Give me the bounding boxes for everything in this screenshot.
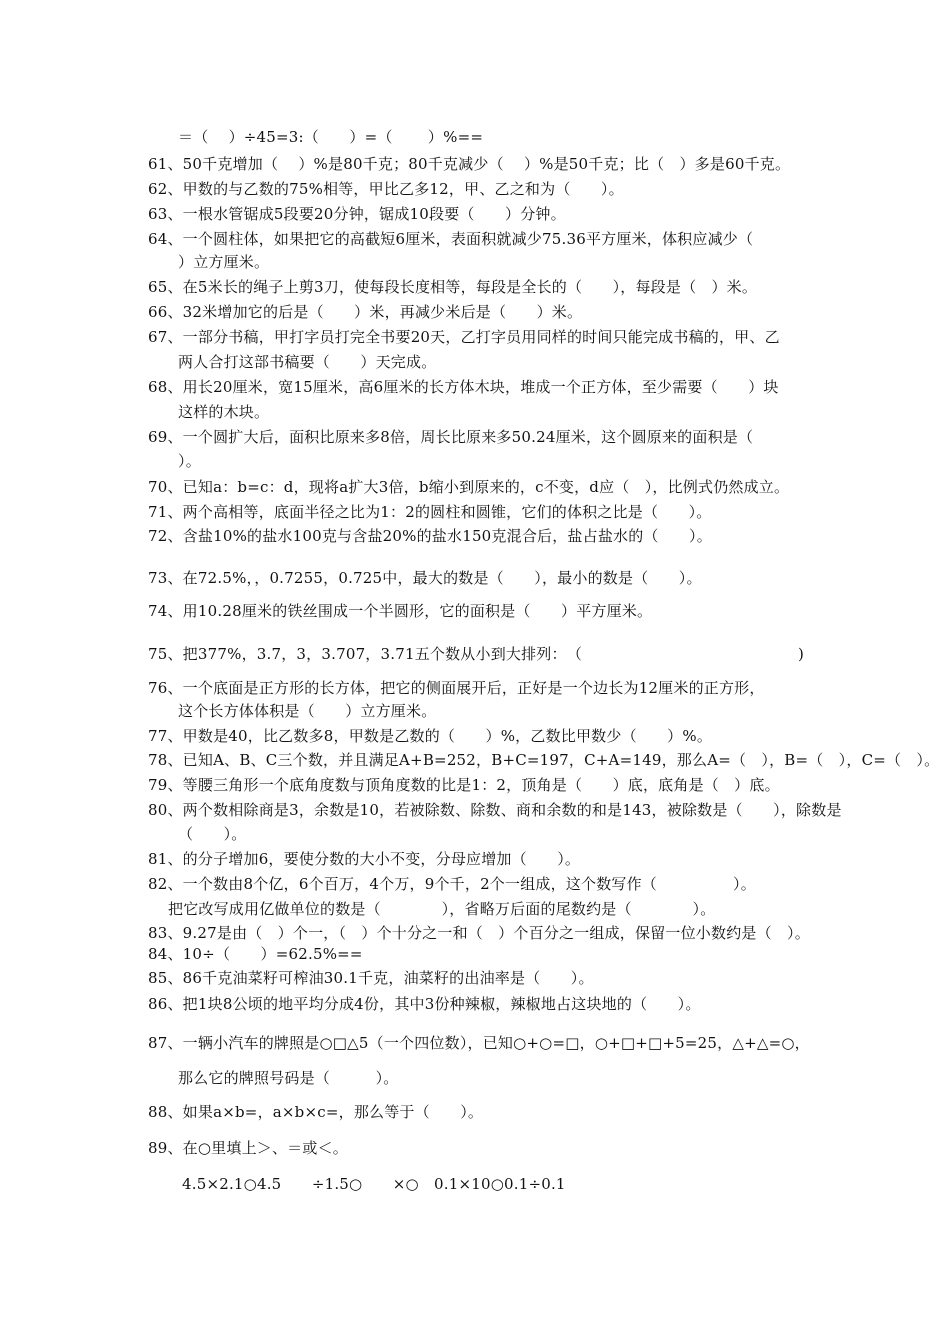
question-72: 72、含盐10%的盐水100克与含盐20%的盐水150克混合后，盐占盐水的（ ）。 bbox=[148, 527, 712, 545]
question-80-cont: （ ）。 bbox=[178, 825, 247, 843]
question-74: 74、用10.28厘米的铁丝围成一个半圆形，它的面积是（ ）平方厘米。 bbox=[148, 602, 653, 620]
question-68-cont: 这样的木块。 bbox=[178, 403, 270, 421]
question-64-cont: ）立方厘米。 bbox=[178, 253, 270, 271]
question-82: 82、一个数由8个亿，6个百万，4个万，9个千，2个一组成，这个数写作（ ）。 bbox=[148, 875, 756, 893]
question-83: 83、9.27是由（ ）个一，（ ）个十分之一和（ ）个百分之一组成，保留一位小数约是（ ）。 bbox=[148, 924, 810, 942]
question-86: 86、把1块8公顷的地平均分成4份，其中3份种辣椒，辣椒地占这块地的（ ）。 bbox=[148, 995, 701, 1013]
question-68: 68、用长20厘米，宽15厘米，高6厘米的长方体木块，堆成一个正方体，至少需要（ ）块 bbox=[148, 378, 779, 396]
question-69-cont: ）。 bbox=[178, 452, 201, 470]
question-87: 87、一辆小汽车的牌照是○□△5（一个四位数），已知○+○=□，○+□+□+5=25，△+△=○， bbox=[148, 1034, 810, 1052]
question-71: 71、两个高相等，底面半径之比为1：2的圆柱和圆锥，它们的体积之比是（ ）。 bbox=[148, 503, 712, 521]
question-69: 69、一个圆扩大后，面积比原来多8倍，周长比原来多50.24厘米，这个圆原来的面积是（ bbox=[148, 428, 754, 446]
question-87-cont: 那么它的牌照号码是（ ）。 bbox=[178, 1069, 399, 1087]
question-70: 70、已知a：b=c：d，现将a扩大3倍，b缩小到原来的，c不变，d应（ ），比例式仍然成立。 bbox=[148, 478, 790, 496]
question-66: 66、32米增加它的后是（ ）米，再减少米后是（ ）米。 bbox=[148, 303, 583, 321]
question-84: 84、10÷（ ）=62.5%== bbox=[148, 945, 363, 963]
question-67: 67、一部分书稿，甲打字员打完全书要20天，乙打字员用同样的时间只能完成书稿的，甲、乙 bbox=[148, 328, 780, 346]
question-89: 89、在○里填上＞、＝或＜。 bbox=[148, 1139, 348, 1157]
question-75: 75、把377%，3.7，3，3.707，3.71五个数从小到大排列： （ bbox=[148, 645, 583, 663]
question-76: 76、一个底面是正方形的长方体，把它的侧面展开后，正好是一个边长为12厘米的正方形， bbox=[148, 679, 765, 697]
question-61: 61、50千克增加（ ）%是80千克；80千克减少（ ）%是50千克；比（ ）多是60千克。 bbox=[148, 155, 791, 173]
question-88: 88、如果a×b=，a×b×c=，那么等于（ ）。 bbox=[148, 1103, 484, 1121]
question-63: 63、一根水管锯成5段要20分钟，锯成10段要（ ）分钟。 bbox=[148, 205, 566, 223]
question-85: 85、86千克油菜籽可榨油30.1千克，油菜籽的出油率是（ ）。 bbox=[148, 969, 594, 987]
question-89-items: 4.5×2.1○4.5 ÷1.5○ ×○ 0.1×10○0.1÷0.1 bbox=[182, 1175, 566, 1193]
question-77: 77、甲数是40，比乙数多8，甲数是乙数的（ ）%，乙数比甲数少（ ）%。 bbox=[148, 727, 713, 745]
question-82-cont: 把它改写成用亿做单位的数是（ ），省略万后面的尾数约是（ ）。 bbox=[168, 900, 716, 918]
question-78: 78、已知A、B、C三个数，并且满足A+B=252，B+C=197，C+A=149，那么A=（ ），B=（ ），C=（ ）。 bbox=[148, 751, 940, 769]
question-75-answer-paren: ) bbox=[798, 645, 805, 663]
question-62: 62、甲数的与乙数的75%相等，甲比乙多12，甲、乙之和为（ ）。 bbox=[148, 180, 624, 198]
question-67-cont: 两人合打这部书稿要（ ）天完成。 bbox=[178, 353, 437, 371]
question-76-cont: 这个长方体体积是（ ）立方厘米。 bbox=[178, 702, 437, 720]
question-80: 80、两个数相除商是3，余数是10，若被除数、除数、商和余数的和是143，被除数是（ ），除数是 bbox=[148, 801, 842, 819]
question-79: 79、等腰三角形一个底角度数与顶角度数的比是1：2，顶角是（ ）底，底角是（ ）底。 bbox=[148, 776, 780, 794]
question-73: 73、在72.5%，，0.7255，0.725中，最大的数是（ ），最小的数是（ ）。 bbox=[148, 569, 702, 587]
question-65: 65、在5米长的绳子上剪3刀，使每段长度相等，每段是全长的（ ），每段是（ ）米。 bbox=[148, 278, 758, 296]
question-81: 81、的分子增加6，要使分数的大小不变，分母应增加（ ）。 bbox=[148, 850, 581, 868]
line-60-cont: ＝（ ）÷45=3:（ ）=（ ）%== bbox=[178, 128, 484, 146]
question-64: 64、一个圆柱体，如果把它的高截短6厘米，表面积就减少75.36平方厘米，体积应减少（ bbox=[148, 230, 754, 248]
